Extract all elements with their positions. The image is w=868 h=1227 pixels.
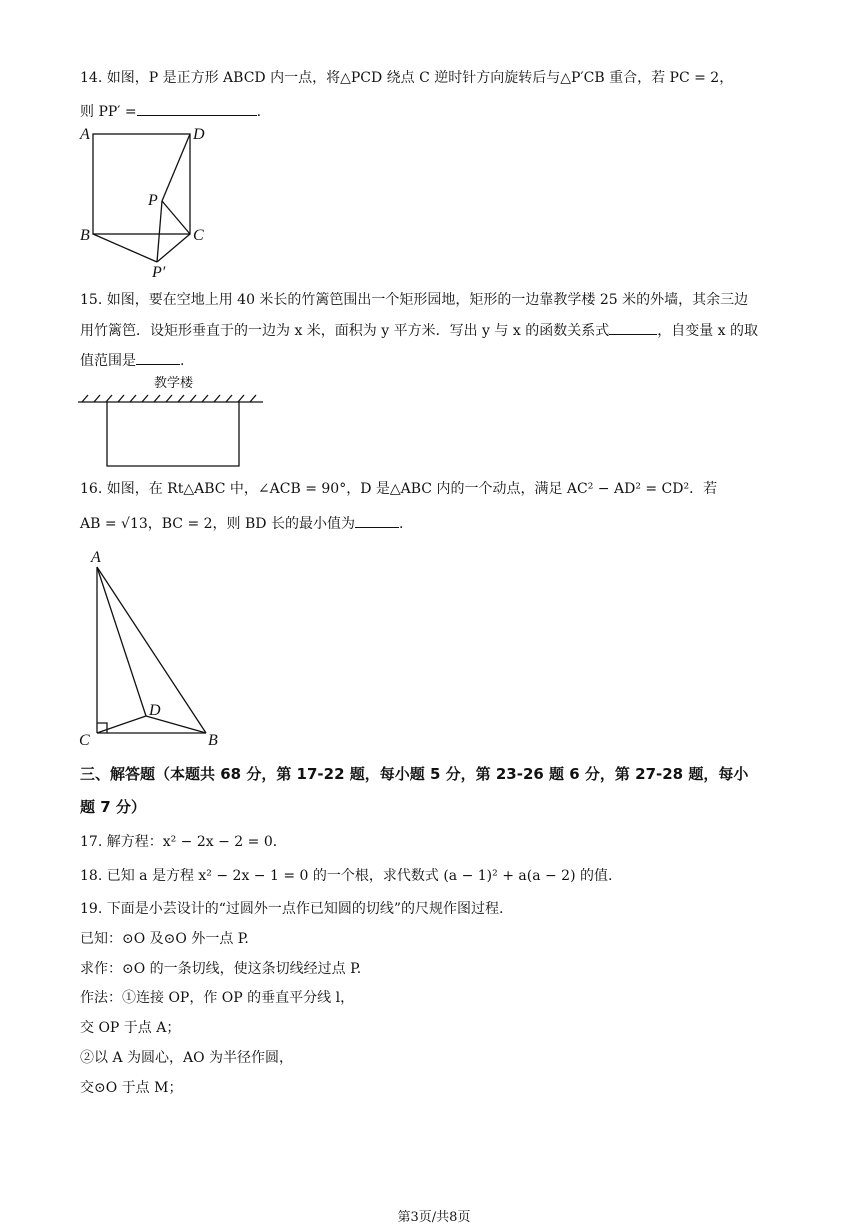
q19-method1: 作法：①连接 OP，作 OP 的垂直平分线 l，: [80, 990, 355, 1006]
q19-intro: 19. 下面是小芸设计的“过圆外一点作已知圆的切线”的尺规作图过程.: [80, 901, 504, 917]
q19-method1b: 交 OP 于点 A；: [80, 1020, 181, 1036]
q19-find: 求作：⊙O 的一条切线，使这条切线经过点 P.: [80, 961, 362, 977]
q14-figure: [78, 122, 218, 282]
q15-figure: [78, 394, 268, 470]
q14-line2: [80, 101, 261, 122]
q15-line3-text: 值范围是: [80, 353, 136, 369]
q14-label-P: P: [148, 192, 158, 209]
q19-method2b: 交⊙O 于点 M；: [80, 1080, 183, 1096]
q16-line1: 16. 如图，在 Rt△ABC 中，∠ACB = 90°，D 是△ABC 内的一个动点，满足 AC² − AD² = CD²．若: [80, 481, 718, 497]
section3-heading-line2: 题 7 分）: [80, 798, 146, 816]
q15-line2b-text: ，自变量 x 的取: [657, 323, 759, 339]
q16-label-C: C: [79, 732, 90, 749]
q19-known: 已知：⊙O 及⊙O 外一点 P.: [80, 931, 249, 947]
q18: 18. 已知 a 是方程 x² − 2x − 1 = 0 的一个根，求代数式 (a − 1)² + a(a − 2) 的值.: [80, 868, 613, 884]
q16-line2: [80, 513, 403, 534]
q14-answer-blank[interactable]: [137, 101, 257, 116]
q15-range-blank[interactable]: [136, 350, 180, 365]
q14-label-B: B: [80, 227, 90, 244]
q19-method2: ②以 A 为圆心，AO 为半径作圆，: [80, 1050, 294, 1066]
q14-label-D: D: [193, 126, 205, 143]
q15-line1: 15. 如图，要在空地上用 40 米长的竹篱笆围出一个矩形园地，矩形的一边靠教学楼 25 米的外墙，其余三边: [80, 292, 749, 308]
q16-answer-blank[interactable]: [355, 513, 399, 528]
q14-line2-text: 则 PP′ =: [80, 104, 137, 120]
q14-label-C: C: [193, 227, 204, 244]
q15-line3: [80, 350, 184, 371]
q16-label-A: A: [91, 549, 101, 566]
q15-line2: [80, 320, 758, 341]
q16-label-B: B: [208, 732, 218, 749]
q15-end: .: [180, 353, 185, 369]
q16-end: .: [398, 516, 404, 532]
q17: 17. 解方程：x² − 2x − 2 = 0．: [80, 834, 287, 850]
q16-figure: [76, 545, 236, 755]
page-footer: 第3页/共8页: [397, 1210, 471, 1225]
q16-label-D: D: [149, 702, 161, 719]
q14-label-Pprime: P′: [152, 264, 166, 281]
q14-line1: 14. 如图，P 是正方形 ABCD 内一点，将△PCD 绕点 C 逆时针方向旋转后与△P′CB 重合，若 PC = 2，: [80, 70, 734, 86]
building-label: 教学楼: [154, 376, 194, 391]
q16-line2-text: AB = √13，BC = 2，则 BD 长的最小值为: [80, 516, 355, 532]
q14-label-A: A: [80, 126, 90, 143]
q14-end: .: [256, 104, 262, 120]
q15-line2-text: 用竹篱笆．设矩形垂直于的一边为 x 米，面积为 y 平方米．写出 y 与 x 的函数关系式: [80, 323, 610, 339]
section3-heading-line1: 三、解答题（本题共 68 分，第 17-22 题，每小题 5 分，第 23-26 题 6 分，第 27-28 题，每小: [80, 765, 749, 783]
q15-function-blank[interactable]: [609, 320, 657, 335]
